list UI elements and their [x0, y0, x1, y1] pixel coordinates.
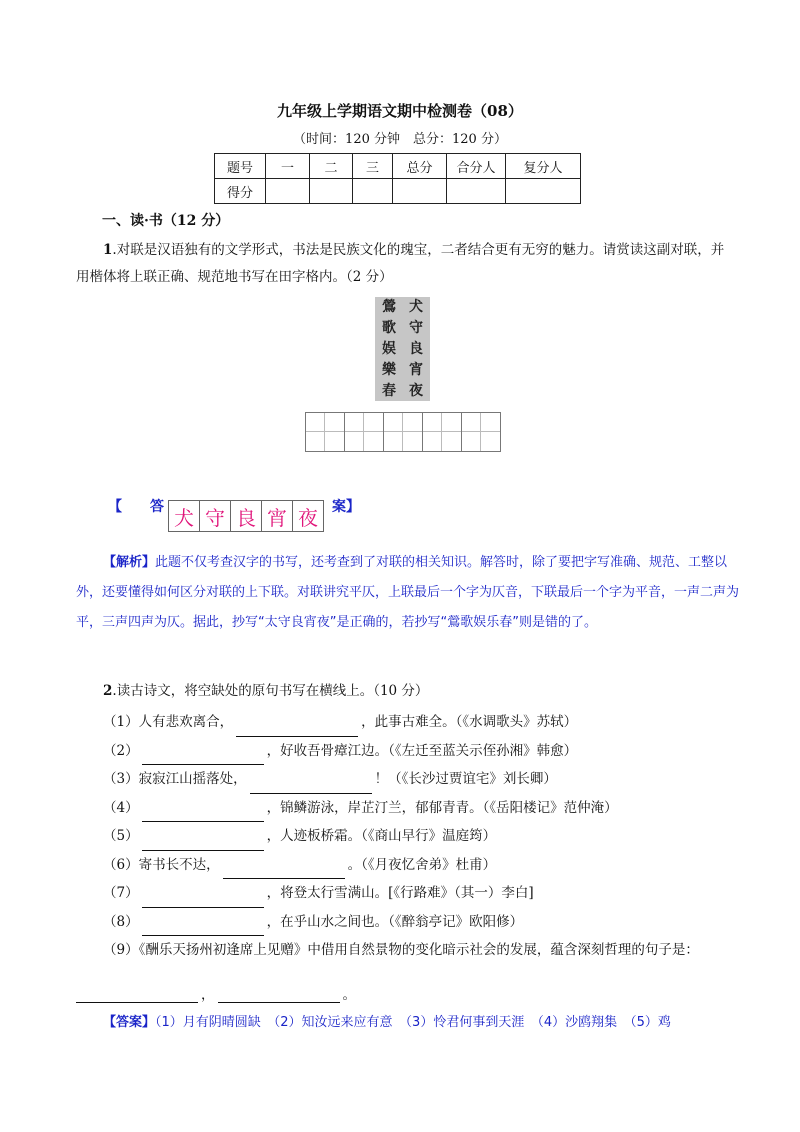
table-cell — [353, 179, 393, 204]
tianzige-grid — [305, 412, 500, 452]
tianzige-cell[interactable] — [422, 412, 462, 452]
item-text: （3）寂寂江山摇落处， — [103, 771, 247, 787]
item-text: ， — [201, 987, 215, 1003]
couplet-char: 歌 — [382, 320, 396, 337]
blank-line[interactable] — [142, 919, 264, 936]
question-text: .读古诗文，将空缺处的原句书写在横线上。（10 分） — [112, 683, 429, 699]
item-text: ，好收吾骨瘴江边。（《左迁至蓝关示侄孙湘》韩愈） — [266, 742, 578, 759]
tianzige-cell[interactable] — [344, 412, 384, 452]
fill-item — [103, 737, 743, 766]
table-cell: 合分人 — [447, 154, 506, 179]
score-table-header-row — [215, 154, 581, 179]
table-cell: 得分 — [215, 179, 266, 204]
analysis-block — [76, 548, 740, 638]
item-text: （7） — [103, 885, 139, 901]
answer-char: 守 — [199, 500, 231, 532]
blank-line[interactable] — [218, 986, 340, 1003]
fill-item — [103, 908, 743, 937]
question-2 — [76, 678, 736, 705]
item-text: ！（《长沙过贾谊宅》刘长卿） — [374, 771, 557, 787]
couplet-char: 犬 — [409, 299, 423, 316]
blank-line[interactable] — [250, 777, 372, 794]
tianzige-cell[interactable] — [305, 412, 345, 452]
couplet-char: 娱 — [382, 340, 396, 357]
item-text: （1）人有悲欢离合， — [103, 714, 234, 730]
blank-line[interactable] — [142, 891, 264, 908]
analysis-text: 此题不仅考查汉字的书写，还考查到了对联的相关知识。解答时，除了要把字写准确、规范、工整以外，还要懂得如何区分对联的上下联。对联讲究平仄，上联最后一个字为仄音，下联最后一个字为平音，一声二声为平，三声四声为仄。据此，抄写“太守良宵夜”是正确的，若抄写“鶯歌娱乐春”则是错的了。 — [76, 555, 740, 630]
answer-char: 夜 — [292, 500, 324, 532]
page-subtitle: （时间：120 分钟 总分：120 分） — [293, 132, 507, 147]
table-cell — [393, 179, 447, 204]
blank-line[interactable] — [223, 862, 345, 879]
analysis-tag: 【解析】 — [103, 555, 156, 570]
question-number: 1 — [103, 242, 113, 258]
blank-line[interactable] — [76, 986, 198, 1003]
item-text: （2） — [103, 742, 139, 759]
table-cell — [310, 179, 353, 204]
item-text: （6）寄书长不达， — [103, 856, 220, 873]
couplet-char: 夜 — [409, 382, 423, 399]
couplet-char: 良 — [409, 340, 423, 357]
question-1 — [76, 237, 736, 291]
item-text: ，人迹板桥霜。（《商山早行》温庭筠） — [266, 828, 497, 844]
answer-char: 良 — [230, 500, 262, 532]
item-text: （5） — [103, 828, 139, 844]
tianzige-cell[interactable] — [383, 412, 423, 452]
table-cell — [447, 179, 506, 204]
score-table — [214, 153, 581, 204]
answer-label-open: 【 答 — [108, 499, 164, 515]
fill-item-9: （9）《酬乐天扬州初逢席上见赠》中借用自然景物的变化暗示社会的发展，蕴含深刻哲理的句子是： — [103, 942, 699, 958]
tianzige-cell[interactable] — [461, 412, 501, 452]
item-text: ，将登太行雪满山。[《行路难》（其一）李白] — [266, 885, 534, 901]
blank-line[interactable] — [236, 720, 358, 737]
item-text: （4） — [103, 799, 139, 816]
table-cell: 复分人 — [506, 154, 581, 179]
item-text: （8） — [103, 913, 139, 930]
fill-item — [103, 879, 743, 908]
score-table-score-row — [215, 179, 581, 204]
table-cell: 一 — [266, 154, 310, 179]
table-cell: 二 — [310, 154, 353, 179]
item-text: 。 — [342, 987, 356, 1003]
table-cell — [506, 179, 581, 204]
table-cell: 题号 — [215, 154, 266, 179]
answer-text: （1）月有阴晴圆缺 （2）知汝远来应有意 （3）怜君何事到天涯 （4）沙鸥翔集 （5）鸡 — [155, 1015, 671, 1030]
couplet-right-scroll — [402, 297, 430, 401]
fill-item — [103, 708, 743, 737]
fill-item — [103, 794, 743, 823]
couplet-char: 春 — [382, 382, 396, 399]
fill-blank-list — [103, 708, 743, 965]
section-heading: 一、读·书（12 分） — [102, 213, 230, 229]
fill-item — [103, 822, 743, 851]
couplet-char: 守 — [409, 320, 423, 337]
blank-line[interactable] — [142, 805, 264, 822]
blank-line[interactable] — [142, 748, 264, 765]
answer-char: 犬 — [168, 500, 200, 532]
answer-block — [103, 1008, 743, 1038]
answer-label-close: 案】 — [332, 499, 360, 515]
couplet-char: 鶯 — [382, 299, 396, 316]
page-title: 九年级上学期语文期中检测卷（08） — [277, 102, 523, 120]
table-cell: 三 — [353, 154, 393, 179]
couplet-left-scroll — [375, 297, 403, 401]
couplet-char: 宵 — [409, 361, 423, 378]
blank-line[interactable] — [142, 834, 264, 851]
item-text: ，在乎山水之间也。（《醉翁亭记》欧阳修） — [266, 913, 524, 930]
couplet-char: 樂 — [382, 361, 396, 378]
question-number: 2 — [103, 683, 113, 699]
table-cell — [266, 179, 310, 204]
fill-item-9-blanks — [76, 983, 356, 1003]
fill-item — [103, 765, 743, 794]
question-text: .对联是汉语独有的文学形式，书法是民族文化的瑰宝，二者结合更有无穷的魅力。请赏读这副对联，并用楷体将上联正确、规范地书写在田字格内。（2 分） — [76, 242, 725, 285]
fill-item — [103, 851, 743, 880]
item-text: ，此事古难全。（《水调歌头》苏轼） — [361, 714, 578, 730]
answer-tag: 【答案】 — [103, 1015, 156, 1030]
answer-calligraphy — [168, 500, 323, 532]
table-cell: 总分 — [393, 154, 447, 179]
item-text: 。（《月夜忆舍弟》杜甫） — [347, 856, 497, 873]
answer-char: 宵 — [261, 500, 293, 532]
item-text: ，锦鳞游泳，岸芷汀兰，郁郁青青。（《岳阳楼记》范仲淹） — [266, 799, 618, 816]
